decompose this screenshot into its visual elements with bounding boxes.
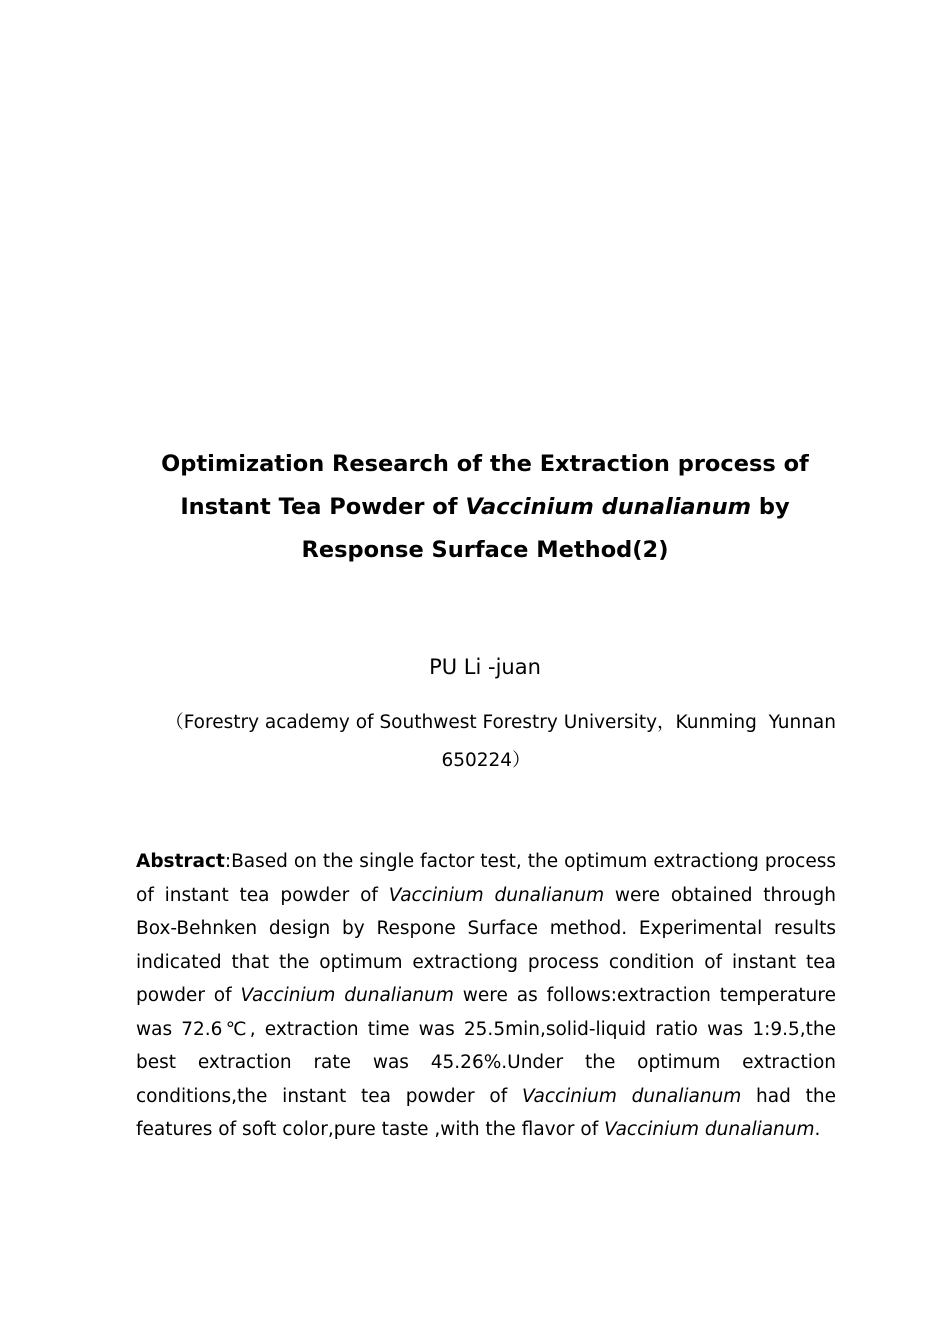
abstract-species-name: Vaccinium dunalianum (388, 884, 605, 906)
abstract-text: :Based on the single factor test, the optimum extractiong process of instant tea powder of (136, 851, 836, 906)
abstract-text: had the features of soft color,pure taste ,with the flavor of (136, 1085, 836, 1140)
abstract-text: . (814, 1119, 821, 1140)
abstract-text: were as follows:extraction temperature was 72.6℃, extraction time was 25.5min,solid-liquid ratio was 1:9.5,the best extraction rate was 45.26%.Under the optimum extraction conditions,the instant tea powder of (136, 985, 836, 1107)
author-affiliation (136, 704, 836, 780)
affiliation-line-2: 650224） (441, 750, 531, 771)
affiliation-line-1: （Forestry academy of Southwest Forestry University，Kunming Yunnan (165, 712, 836, 733)
abstract-species-name: Vaccinium dunalianum (604, 1119, 815, 1140)
abstract-text: were obtained through Box-Behnken design by Respone Surface method. Experimental results indicated that the optimum extractiong process condition of instant tea powder of (136, 884, 836, 1006)
title-text-part2: by Response Surface Method(2) (301, 494, 790, 563)
abstract-label: Abstract (136, 851, 225, 872)
abstract-paragraph (136, 845, 836, 1147)
paper-title (130, 443, 840, 572)
title-species-name: Vaccinium dunalianum (465, 494, 752, 520)
author-name: PU Li -juan (429, 655, 541, 679)
abstract-species-name: Vaccinium dunalianum (522, 1085, 742, 1107)
abstract-species-name: Vaccinium dunalianum (240, 985, 454, 1006)
title-text-part1: Optimization Research of the Extraction process of Instant Tea Powder of (161, 451, 809, 520)
